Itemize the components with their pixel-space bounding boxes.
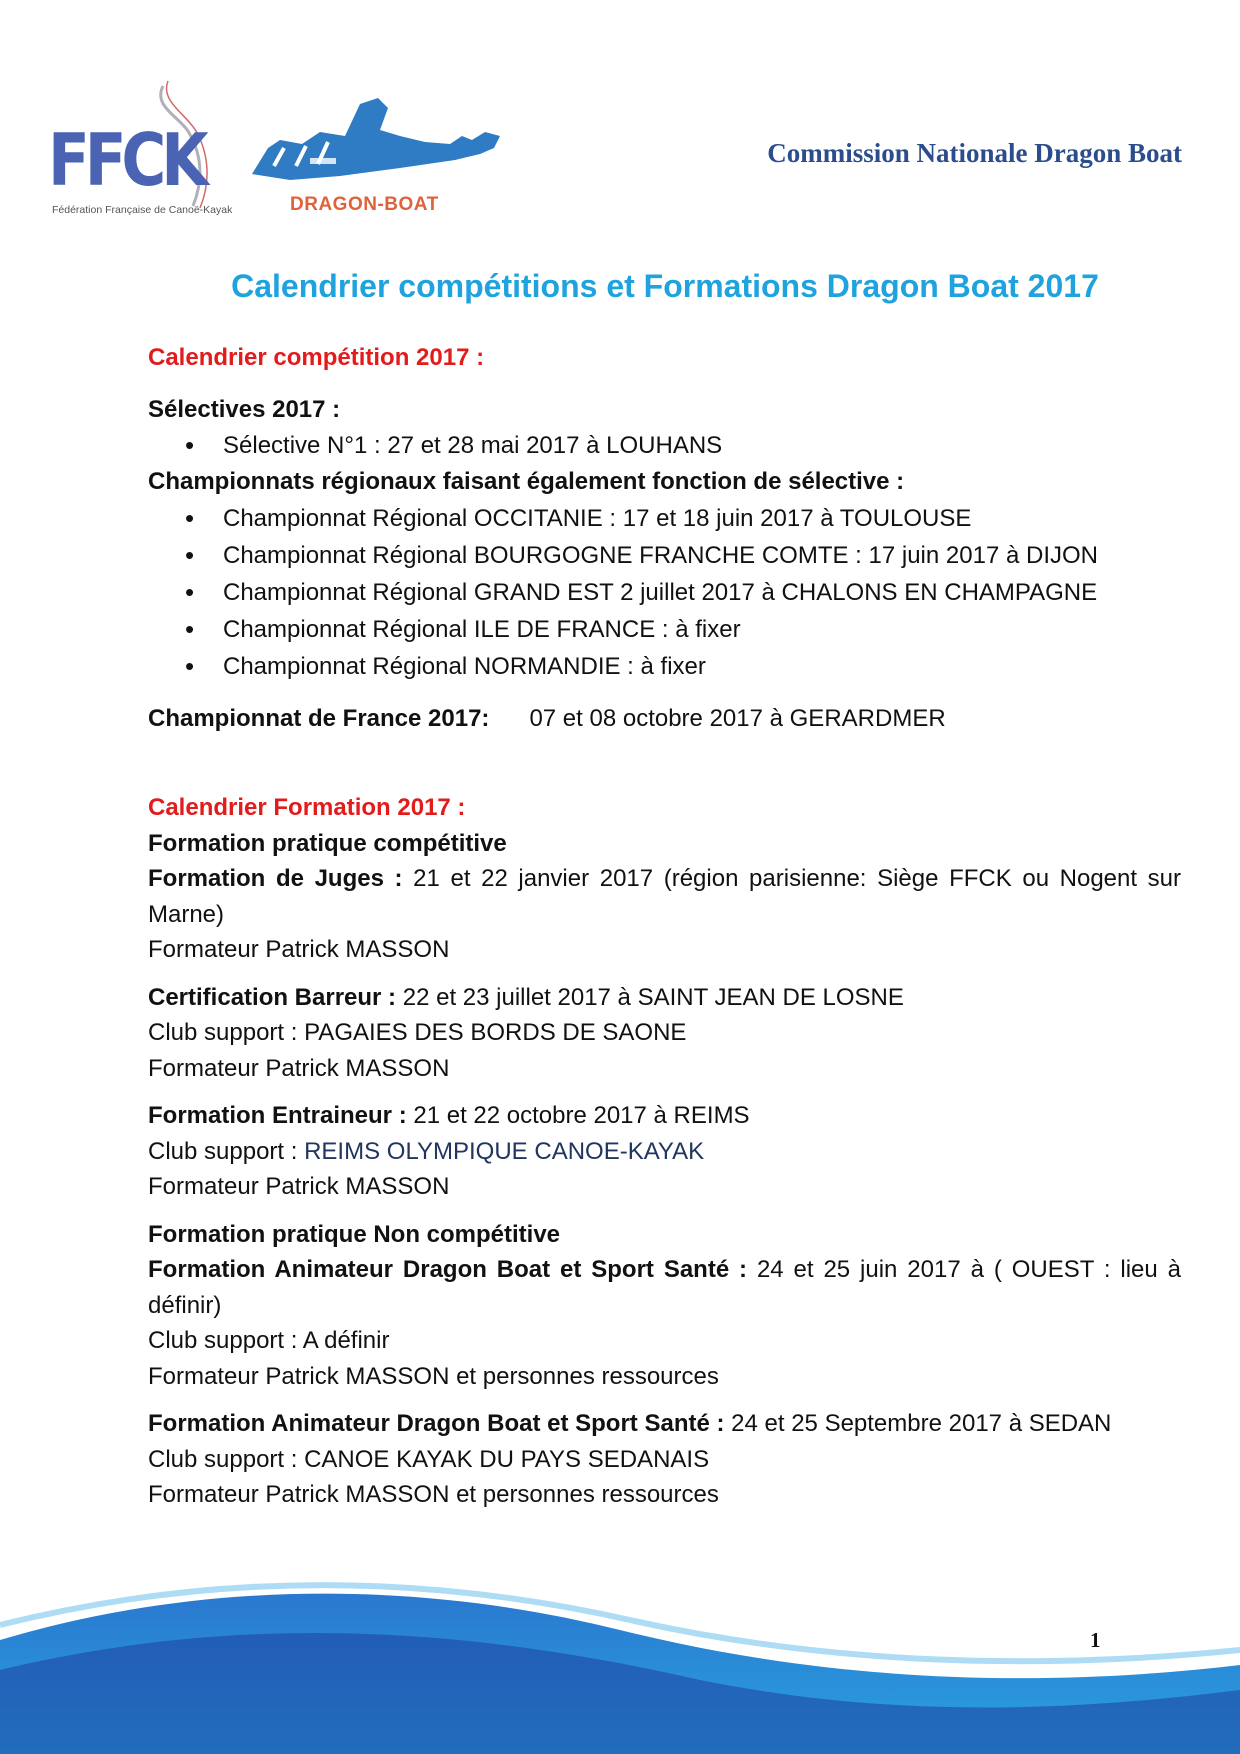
entraineur-entry: [148, 1098, 1181, 1134]
regional-list: [148, 500, 1181, 685]
animateur-2-club: Club support : CANOE KAYAK DU PAYS SEDANAIS: [148, 1445, 710, 1473]
entraineur-text: 21 et 22 octobre 2017 à REIMS: [406, 1102, 750, 1129]
dragon-boat-icon: [250, 96, 510, 191]
entraineur-club: [148, 1134, 1181, 1170]
list-item: • Championnat Régional BOURGOGNE FRANCHE COMTE : 17 juin 2017 à DIJON: [148, 537, 1181, 574]
selectives-label: Sélectives 2017 :: [148, 395, 341, 423]
entraineur-club-prefix: Club support :: [148, 1137, 305, 1165]
page-title: Calendrier compétitions et Formations Dragon Boat 2017: [231, 268, 1099, 304]
barreur-trainer: Formateur Patrick MASSON: [148, 1054, 450, 1082]
juges-entry: [148, 861, 1181, 932]
entraineur-trainer: Formateur Patrick MASSON: [148, 1173, 450, 1200]
document-body: [148, 340, 1181, 1513]
competitive-label: Formation pratique compétitive: [148, 829, 507, 857]
footer-wave: [0, 1570, 1240, 1754]
competition-heading: Calendrier compétition 2017 :: [148, 344, 485, 371]
barreur-label: Certification Barreur :: [148, 983, 397, 1011]
animateur-2-label: Formation Animateur Dragon Boat et Sport Santé :: [148, 1410, 725, 1437]
barreur-club: Club support : PAGAIES DES BORDS DE SAONE: [148, 1019, 687, 1046]
list-item: • Championnat Régional OCCITANIE : 17 et 18 juin 2017 à TOULOUSE: [148, 500, 1181, 537]
animateur-1-trainer: Formateur Patrick MASSON et personnes ressources: [148, 1362, 719, 1390]
animateur-1-text: 24 et 25 juin 2017 à ( OUEST : lieu à définir): [148, 1256, 1181, 1319]
barreur-text: 22 et 23 juillet 2017 à SAINT JEAN DE LOSNE: [396, 983, 904, 1011]
juges-text: 21 et 22 janvier 2017 (région parisienne: Siège FFCK ou Nogent sur Marne): [148, 865, 1181, 928]
list-item: • Sélective N°1 : 27 et 28 mai 2017 à LOUHANS: [148, 427, 1181, 464]
france-label: Championnat de France 2017:: [148, 704, 490, 732]
juges-label: Formation de Juges :: [148, 865, 403, 892]
regional-label: Championnats régionaux faisant également fonction de sélective :: [148, 468, 905, 495]
list-item: • Championnat Régional NORMANDIE : à fixer: [148, 648, 1181, 685]
formation-heading: Calendrier Formation 2017 :: [148, 794, 466, 821]
france-value: 07 et 08 octobre 2017 à GERARDMER: [529, 704, 946, 732]
selectives-list: [148, 427, 1181, 464]
ffck-logo-subtitle: Fédération Française de Canoë-Kayak: [52, 204, 233, 216]
dragon-boat-logo: [250, 96, 510, 216]
animateur-2-entry: [148, 1406, 1181, 1442]
non-competitive-label: Formation pratique Non compétitive: [148, 1220, 561, 1248]
barreur-entry: [148, 980, 1181, 1016]
animateur-1-entry: [148, 1252, 1181, 1323]
list-item: • Championnat Régional ILE DE FRANCE : à fixer: [148, 611, 1181, 648]
page-number: 1: [1090, 1628, 1101, 1652]
entraineur-club-name: REIMS OLYMPIQUE CANOE-KAYAK: [304, 1137, 705, 1165]
dragon-boat-logo-text: DRAGON-BOAT: [290, 194, 439, 215]
ffck-logo-text: FFCK: [48, 118, 204, 202]
animateur-1-label: Formation Animateur Dragon Boat et Sport Santé :: [148, 1256, 748, 1283]
juges-trainer: Formateur Patrick MASSON: [148, 936, 450, 963]
france-championship: [148, 701, 1181, 737]
entraineur-label: Formation Entraineur :: [148, 1102, 407, 1129]
animateur-2-trainer: Formateur Patrick MASSON et personnes ressources: [148, 1481, 719, 1508]
commission-title: Commission Nationale Dragon Boat: [767, 138, 1182, 168]
ffck-logo: [48, 76, 238, 216]
animateur-1-club: Club support : A définir: [148, 1327, 390, 1354]
list-item: • Championnat Régional GRAND EST 2 juillet 2017 à CHALONS EN CHAMPAGNE: [148, 574, 1181, 611]
animateur-2-text: 24 et 25 Septembre 2017 à SEDAN: [724, 1410, 1112, 1437]
